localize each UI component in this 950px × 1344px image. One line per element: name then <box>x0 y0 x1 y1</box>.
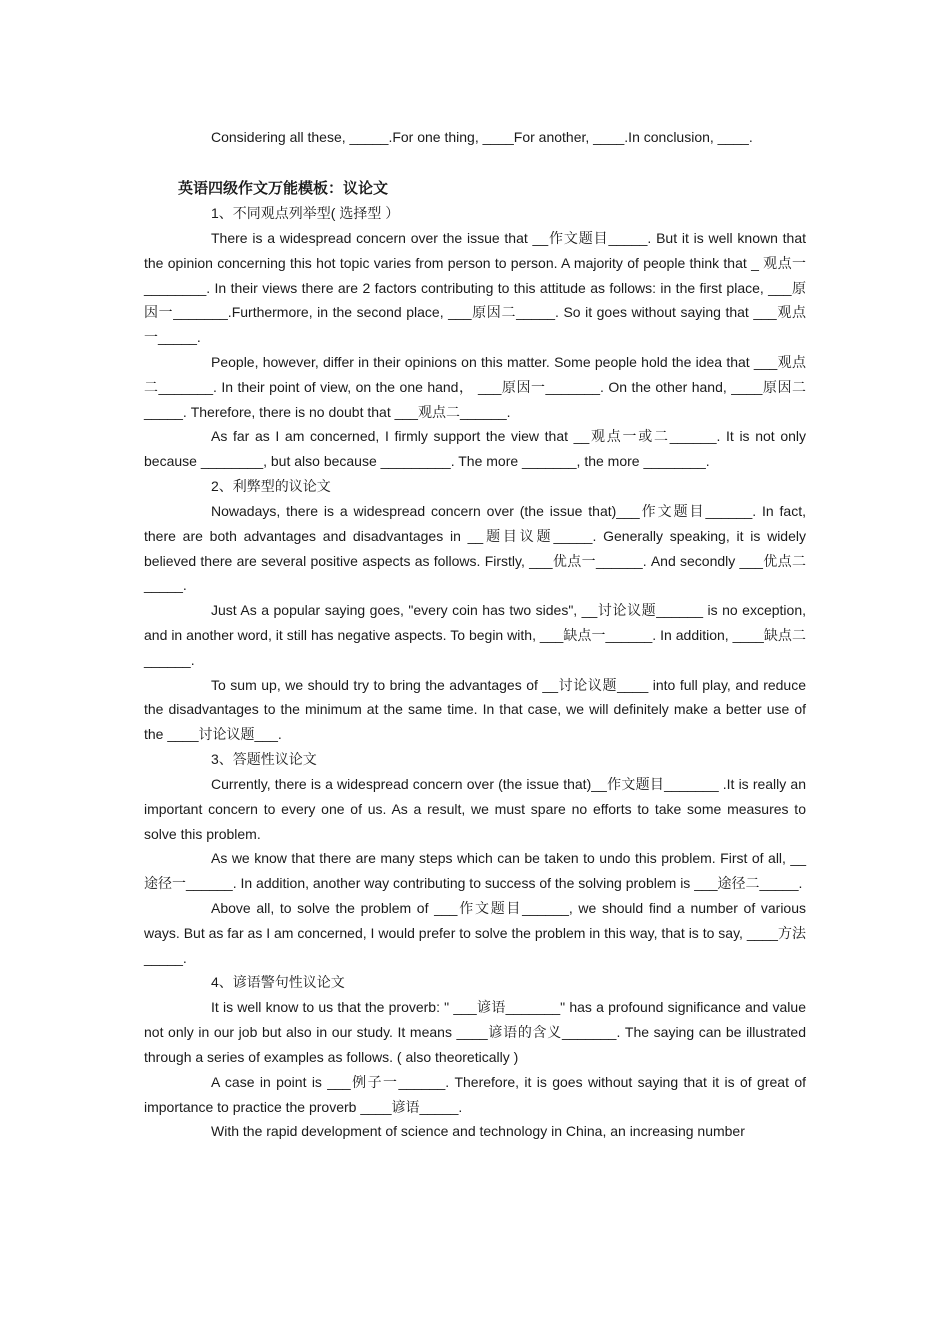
paragraph: Just As a popular saying goes, "every coin has two sides", __讨论议题______ is no exception, and in another word, it still has negative aspects. To begin with, ___缺点一______. In addition, ____缺点二______. <box>144 602 806 668</box>
paragraph: People, however, differ in their opinions on this matter. Some people hold the idea that ___观点二_______. In their point of view, on the one hand， ___原因一_______. On the other hand, ____原因二_____. Therefore, there is no doubt that ___观点二______. <box>144 353 806 420</box>
section-heading-3: 3、答题性议论文 <box>211 750 317 767</box>
paragraph: As far as I am concerned, I firmly support the view that __观点一或二______. It is not only because ________, but also because _________. The more _______, the more ________. <box>144 428 806 470</box>
paragraph: Currently, there is a widespread concern over (the issue that)__作文题目_______ .It is really an important concern to every one of us. As a result, we must spare no efforts to take some measures to solve this problem. <box>144 775 806 842</box>
paragraph: As we know that there are many steps which can be taken to undo this problem. First of all, __途径一______. In addition, another way contributing to success of the solving problem is ___途径二_____. <box>144 850 806 892</box>
section-heading-4: 4、谚语警句性议论文 <box>211 974 345 991</box>
section-heading-1: 1、不同观点列举型( 选择型 ） <box>211 205 400 221</box>
paragraph: With the rapid development of science and technology in China, an increasing number <box>211 1123 745 1140</box>
section-heading-2: 2、利弊型的议论文 <box>211 477 331 494</box>
paragraph: A case in point is ___例子一______. Therefore, it is goes without saying that it is of great of importance to practice the proverb ____谚语_____. <box>144 1073 806 1115</box>
document-body <box>144 125 806 1144</box>
paragraph: Nowadays, there is a widespread concern over (the issue that)___作文题目______. In fact, there are both advantages and disadvantages in __题目议题_____. Generally speaking, it is widely believed there are several positive aspects as follows. Firstly, ___优点一______. And secondly ___优点二_____. <box>144 502 806 594</box>
paragraph: To sum up, we should try to bring the advantages of __讨论议题____ into full play, and reduce the disadvantages to the minimum at the same time. In that case, we will definitely make a better use of the ____讨论议题___. <box>144 676 806 743</box>
paragraph: It is well know to us that the proverb: " ___谚语_______" has a profound significance and value not only in our job but also in our study. It means ____谚语的含义_______. The saying can be illustrated through a series of examples as follows. ( also theoretically ) <box>144 999 806 1065</box>
paragraph: Above all, to solve the problem of ___作文题目______, we should find a number of various ways. But as far as I am concerned, I would prefer to solve the problem in this way, that is to say, ____方法_____. <box>144 899 806 966</box>
essay-template-title: 英语四级作文万能模板：议论文 <box>178 180 389 197</box>
paragraph: There is a widespread concern over the issue that __作文题目_____. But it is well known that the opinion concerning this hot topic varies from person to person. A majority of people think that _ 观点一________. In their views there are 2 factors contributing to this attitude as follows: in the first place, ___原因一_______.Furthermore, in the second place, ___原因二_____. So it goes without saying that ___观点一_____. <box>144 230 806 346</box>
top-line: Considering all these, _____.For one thing, ____For another, ____.In conclusion, ____. <box>211 129 753 145</box>
